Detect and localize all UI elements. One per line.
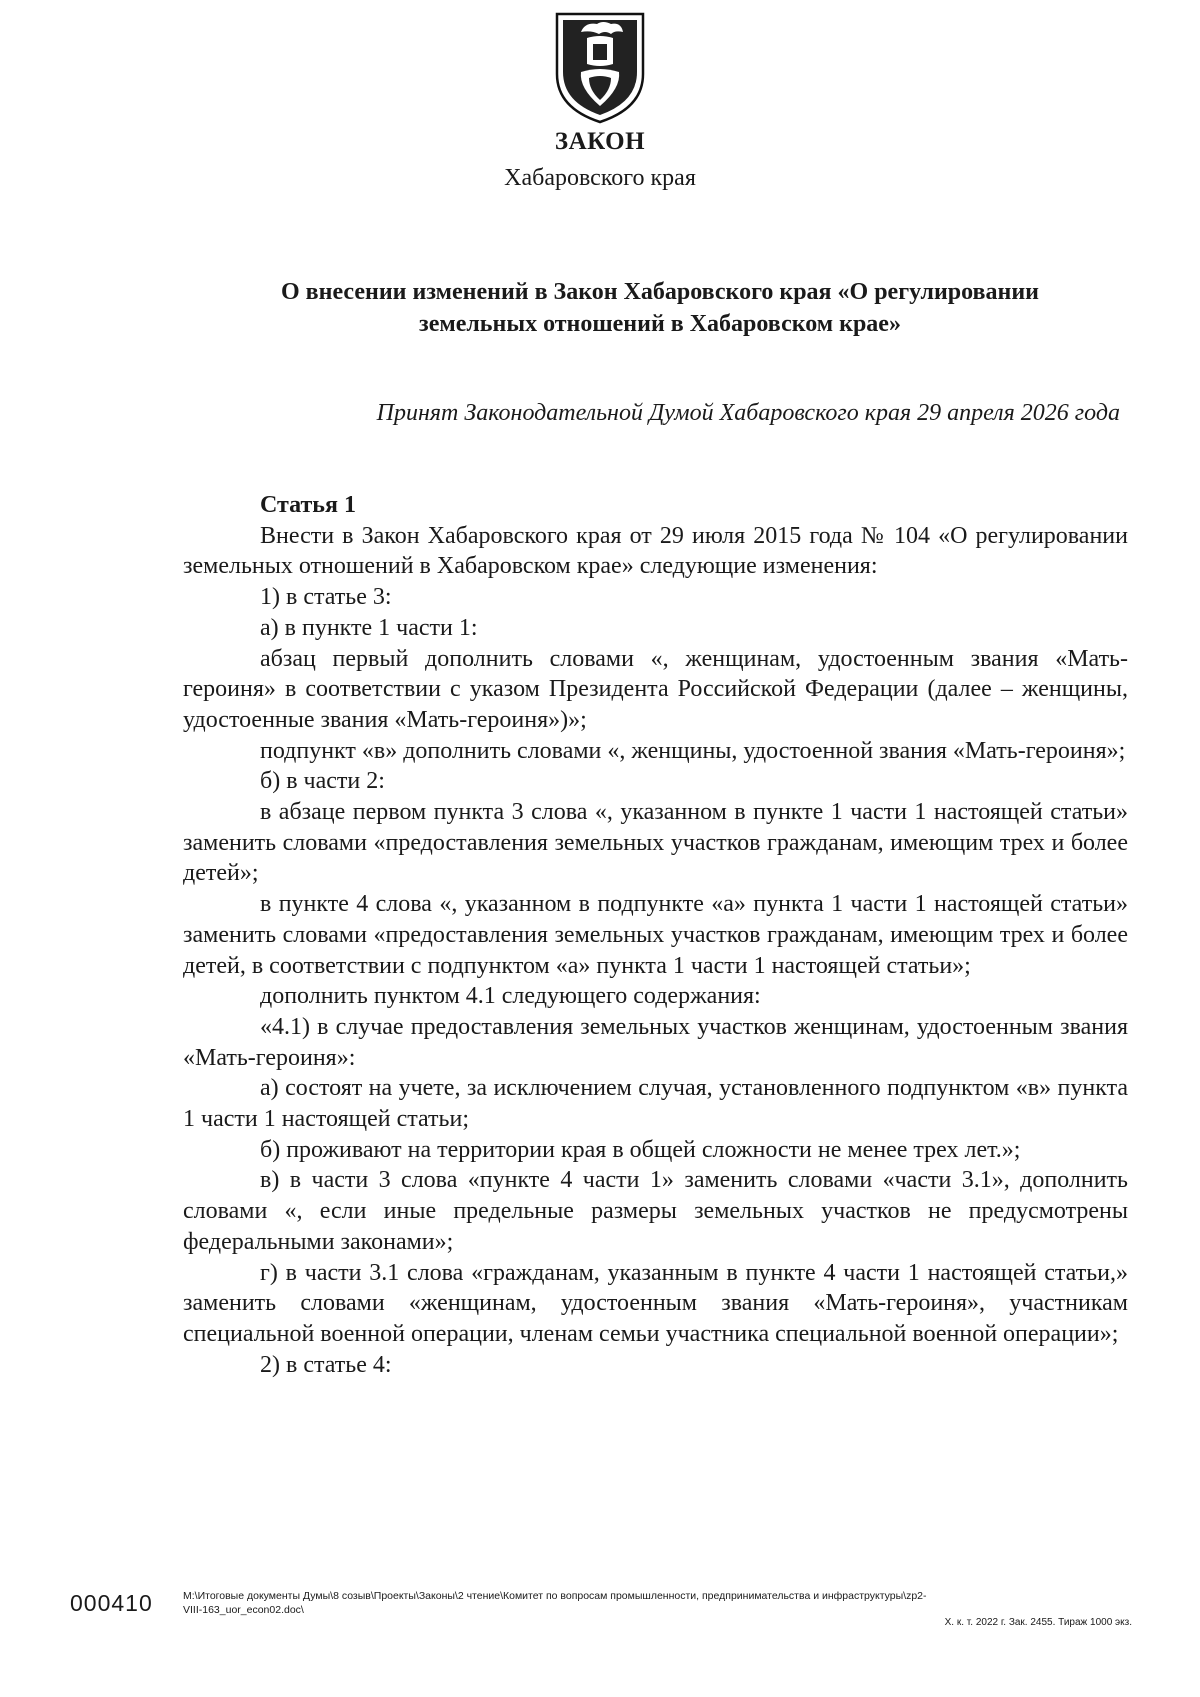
law-title-line: земельных отношений в Хабаровском крае» [419,311,901,337]
coat-of-arms-icon [551,8,649,126]
file-path [183,1589,1143,1617]
article-paragraph: б) проживают на территории края в общей сложности не менее трех лет.»; [260,1136,1021,1163]
article-paragraph: Внести в Закон Хабаровского края от 29 июля 2015 года № 104 «О регулировании земельных отношений в Хабаровском крае» следующие изменения: [183,522,1128,580]
article-heading: Статья 1 [260,492,356,518]
file-path-line: VIII-163_uor_econ02.doc\ [183,1604,304,1616]
article-paragraph: в пункте 4 слова «, указанном в подпункте «а» пункта 1 части 1 настоящей статьи» заменить словами «предоставления земельных участков гражданам, имеющим трех и более детей, в соответствии с подпунктом «а» пункта 1 части 1 настоящей статьи»; [183,891,1128,979]
article-paragraph: а) состоят на учете, за исключением случая, установленного подпунктом «в» пункта 1 части 1 настоящей статьи; [183,1075,1128,1133]
article-paragraph: 1) в статье 3: [260,584,392,611]
article-paragraph: абзац первый дополнить словами «, женщинам, удостоенным звания «Мать-героиня» в соответствии с указом Президента Российской Федерации (далее – женщины, удостоенные звания «Мать-героиня»)»; [183,645,1128,733]
article-body [183,490,1128,1380]
article-paragraph: б) в части 2: [260,768,385,795]
article-paragraph: в абзаце первом пункта 3 слова «, указанном в пункте 1 части 1 настоящей статьи» заменить словами «предоставления земельных участков гражданам, имеющим трех и более детей»; [183,799,1128,887]
file-path-line: M:\Итоговые документы Думы\8 созыв\Проекты\Законы\2 чтение\Комитет по вопросам промышленности, предпринимательства и инфраструктуры\zp2- [183,1590,927,1602]
document-type: ЗАКОН [554,128,646,155]
adoption-note: Принят Законодательной Думой Хабаровского края 29 апреля 2026 года [376,400,1120,426]
article-paragraph: 2) в статье 4: [260,1351,392,1378]
law-title [230,276,1090,340]
law-title-line: О внесении изменений в Закон Хабаровского края «О регулировании [281,279,1039,305]
article-paragraph: г) в части 3.1 слова «гражданам, указанным в пункте 4 части 1 настоящей статьи,» заменить словами «женщинам, удостоенным звания «Мать-героиня», участникам специальной военной операции, членам семьи участника специальной военной операции»; [183,1259,1128,1347]
article-paragraph: в) в части 3 слова «пункте 4 части 1» заменить словами «части 3.1», дополнить словами «, если иные предельные размеры земельных участков не предусмотрены федеральными законами»; [183,1167,1128,1255]
article-paragraph: дополнить пунктом 4.1 следующего содержания: [260,983,761,1010]
article-paragraph: «4.1) в случае предоставления земельных участков женщинам, удостоенным звания «Мать-героиня»: [183,1013,1128,1071]
print-info: Х. к. т. 2022 г. Зак. 2455. Тираж 1000 экз. [944,1617,1132,1628]
region-name: Хабаровского края [504,165,696,191]
article-paragraph: а) в пункте 1 части 1: [260,614,478,641]
document-number: 000410 [70,1590,153,1616]
article-paragraph: подпункт «в» дополнить словами «, женщины, удостоенной звания «Мать-героиня»; [260,737,1126,764]
